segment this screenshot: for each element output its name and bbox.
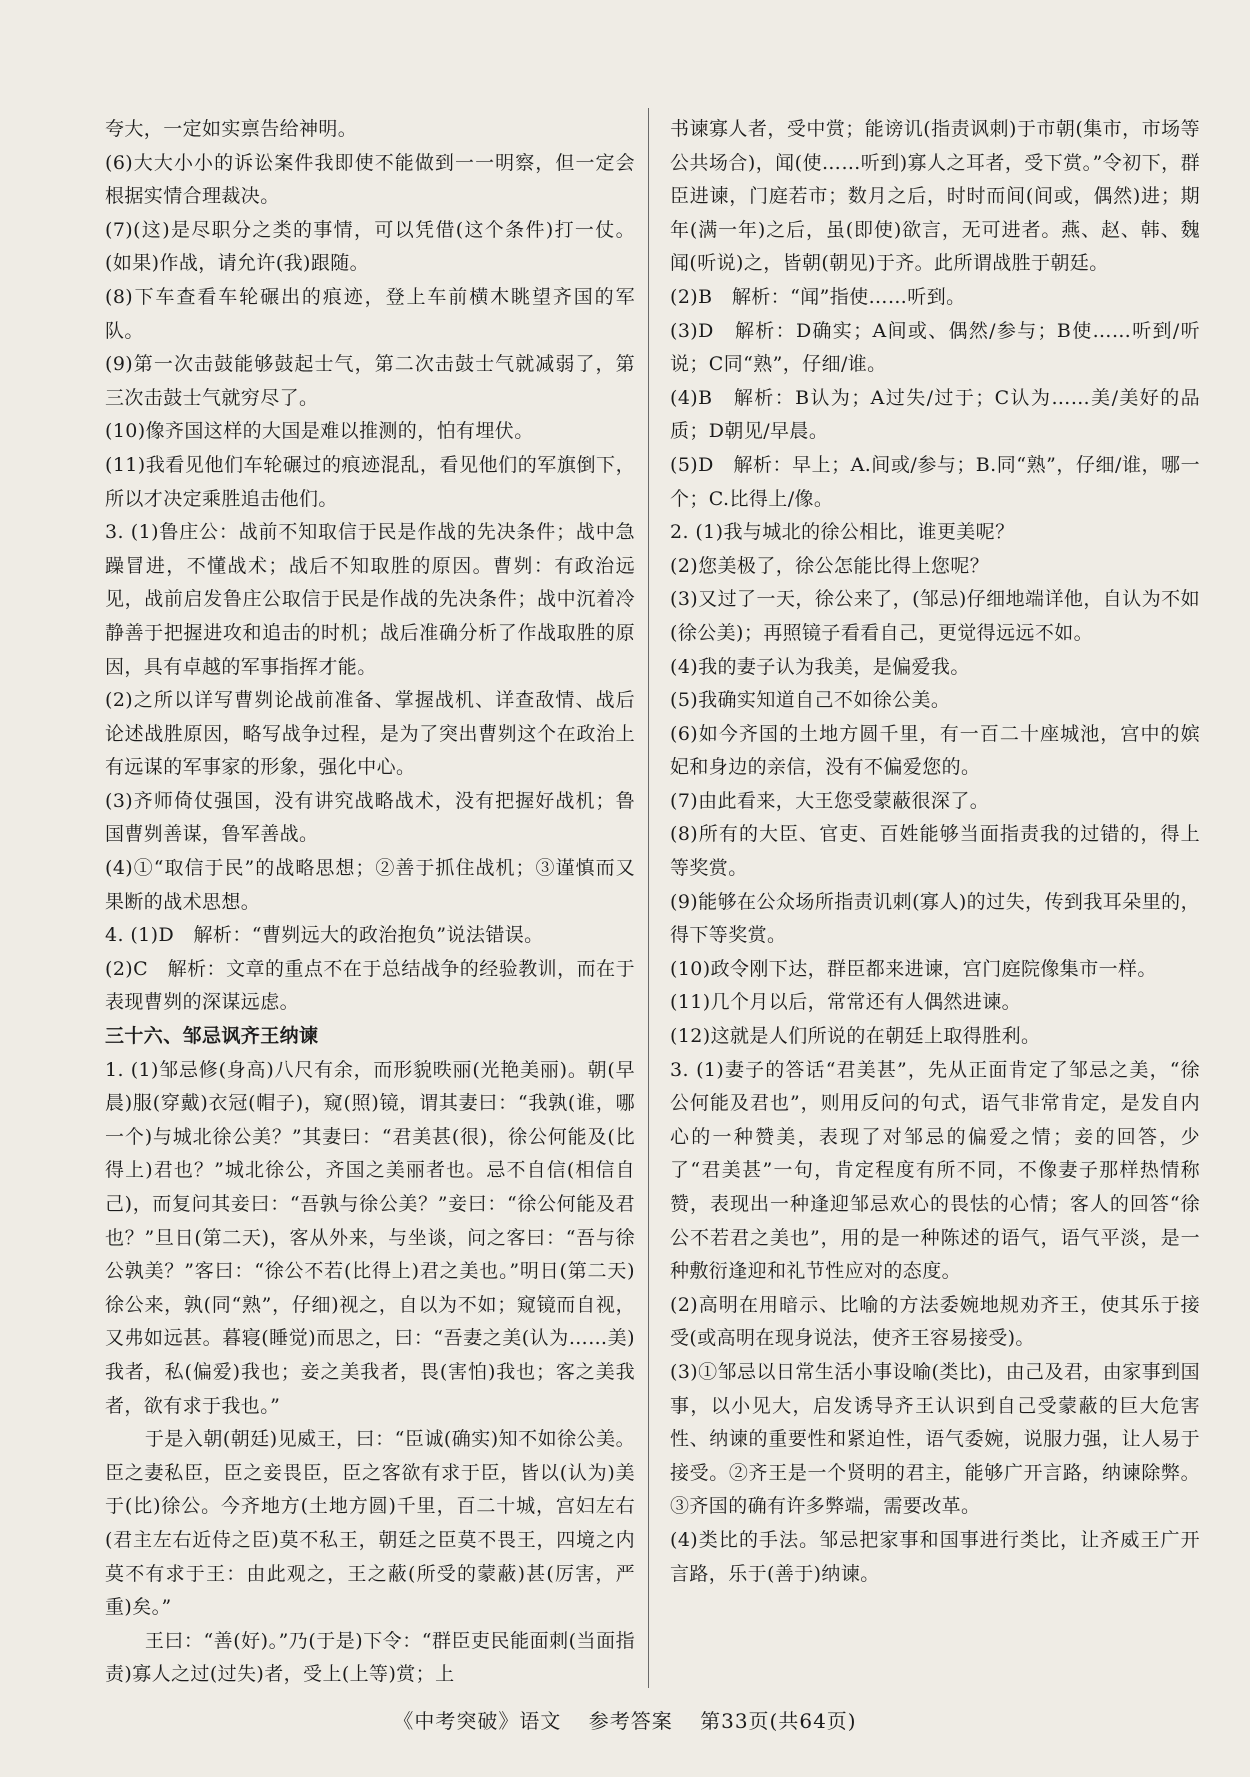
answer-paragraph: (3)D 解析：D确实；A间或、偶然/参与；B使……听到/听说；C同“熟”，仔细/谁。 <box>670 319 1200 376</box>
answer-paragraph: (9)第一次击鼓能够鼓起士气，第二次击鼓士气就减弱了，第三次击鼓士气就穷尽了。 <box>105 353 635 409</box>
answer-paragraph: (9)能够在公众场所指责讥刺(寡人)的过失，传到我耳朵里的，得下等奖赏。 <box>670 890 1200 947</box>
answer-paragraph: (3)①邹忌以日常生活小事设喻(类比)，由己及君，由家事到国事，以小见大，启发诱导齐王认识到自己受蒙蔽的巨大危害性、纳谏的重要性和紧迫性，语气委婉，说服力强，让人易于接受。②齐王是一个贤明的君主，能够广开言路，纳谏除弊。③齐国的确有许多弊端，需要改革。 <box>670 1360 1200 1518</box>
footer-section: 参考答案 <box>588 1709 673 1733</box>
column-divider <box>648 108 649 1688</box>
answer-paragraph: (7)由此看来，大王您受蒙蔽很深了。 <box>670 789 990 812</box>
answer-paragraph: (8)所有的大臣、官吏、百姓能够当面指责我的过错的，得上等奖赏。 <box>670 823 1200 880</box>
answer-paragraph: 3. (1)鲁庄公：战前不知取信于民是作战的先决条件；战中急躁冒进，不懂战术；战后不知取胜的原因。曹刿：有政治远见，战前启发鲁庄公取信于民是作战的先决条件；战中沉着冷静善于把握进攻和追击的时机；战后准确分析了作战取胜的原因，具有卓越的军事指挥才能。 <box>105 521 635 678</box>
answer-paragraph: (11)几个月以后，常常还有人偶然进谏。 <box>670 991 1022 1014</box>
answer-paragraph: (6)大大小小的诉讼案件我即使不能做到一一明察，但一定会根据实情合理裁决。 <box>105 151 635 208</box>
answer-paragraph: (10)像齐国这样的大国是难以推测的，怕有埋伏。 <box>105 420 534 443</box>
answer-paragraph: (4)我的妻子认为我美，是偏爱我。 <box>670 655 970 678</box>
answer-paragraph: (7)(这)是尽职分之类的事情，可以凭借(这个条件)打一仗。(如果)作战，请允许(我)跟随。 <box>105 218 635 275</box>
answer-paragraph: (2)B 解析：“闻”指使……听到。 <box>670 285 966 308</box>
answer-paragraph: (5)D 解析：早上；A.间或/参与；B.同“熟”，仔细/谁，哪一个；C.比得上/像。 <box>670 453 1200 510</box>
answer-paragraph: 2. (1)我与城北的徐公相比，谁更美呢？ <box>670 521 1015 544</box>
footer-book-title: 《中考突破》语文 <box>393 1709 562 1733</box>
answer-paragraph: 书谏寡人者，受中赏；能谤讥(指责讽刺)于市朝(集市，市场等公共场合)，闻(使……听到)寡人之耳者，受下赏。”令初下，群臣进谏，门庭若市；数月之后，时时而间(间或，偶然)进；期年(满一年)之后，虽(即使)欲言，无可进者。燕、赵、韩、魏闻(听说)之，皆朝(朝见)于齐。此所谓战胜于朝廷。 <box>670 118 1200 275</box>
answer-paragraph: (5)我确实知道自己不如徐公美。 <box>670 689 951 712</box>
answer-paragraph: 4. (1)D 解析：“曹刿远大的政治抱负”说法错误。 <box>105 924 544 947</box>
answer-paragraph: (6)如今齐国的土地方圆千里，有一百二十座城池，宫中的嫔妃和身边的亲信，没有不偏爱您的。 <box>670 722 1200 779</box>
answer-paragraph: (12)这就是人们所说的在朝廷上取得胜利。 <box>670 1025 1041 1048</box>
answer-paragraph: 王曰：“善(好)。”乃(于是)下令：“群臣吏民能面刺(当面指责)寡人之过(过失)者，受上(上等)赏；上 <box>105 1629 635 1686</box>
answer-paragraph: 1. (1)邹忌修(身高)八尺有余，而形貌昳丽(光艳美丽)。朝(早晨)服(穿戴)衣冠(帽子)，窥(照)镜，谓其妻曰：“我孰(谁，哪一个)与城北徐公美？”其妻曰：“君美甚(很)，徐公何能及(比得上)君也？”城北徐公，齐国之美丽者也。忌不自信(相信自己)，而复问其妾曰：“吾孰与徐公美？”妾曰：“徐公何能及君也？”旦日(第二天)，客从外来，与坐谈，问之客曰：“吾与徐公孰美？”客曰：“徐公不若(比得上)君之美也。”明日(第二天)徐公来，孰(同“熟”，仔细)视之，自以为不如；窥镜而自视，又弗如远甚。暮寝(睡觉)而思之，曰：“吾妻之美(认为……美)我者，私(偏爱)我也；妾之美我者，畏(害怕)我也；客之美我者，欲有求于我也。” <box>105 1058 635 1417</box>
answer-paragraph: (4)①“取信于民”的战略思想；②善于抓住战机；③谨慎而又果断的战术思想。 <box>105 857 635 913</box>
answer-paragraph: (4)类比的手法。邹忌把家事和国事进行类比，让齐威王广开言路，乐于(善于)纳谏。 <box>670 1528 1200 1585</box>
answer-paragraph: (2)您美极了，徐公怎能比得上您呢？ <box>670 554 990 577</box>
section-heading: 三十六、邹忌讽齐王纳谏 <box>105 1025 319 1048</box>
answer-paragraph: (2)高明在用暗示、比喻的方法委婉地规劝齐王，使其乐于接受(或高明在现身说法，使齐王容易接受)。 <box>670 1293 1200 1350</box>
answer-paragraph: (8)下车查看车轮碾出的痕迹，登上车前横木眺望齐国的军队。 <box>105 285 635 342</box>
answer-paragraph: (2)之所以详写曹刿论战前准备、掌握战机、详查敌情、战后论述战胜原因，略写战争过程，是为了突出曹刿这个在政治上有远谋的军事家的形象，强化中心。 <box>105 689 635 779</box>
answer-paragraph: 3. (1)妻子的答话“君美甚”，先从正面肯定了邹忌之美，“徐公何能及君也”，则用反问的句式，语气非常肯定，是发自内心的一种赞美，表现了对邹忌的偏爱之情；妾的回答，少了“君美甚”一句，肯定程度有所不同，不像妻子那样热情称赞，表现出一种逢迎邹忌欢心的畏怯的心情；客人的回答“徐公不若君之美也”，用的是一种陈述的语气，语气平淡，是一种敷衍逢迎和礼节性应对的态度。 <box>670 1058 1200 1283</box>
answer-paragraph: (2)C 解析：文章的重点不在于总结战争的经验教训，而在于表现曹刿的深谋远虑。 <box>105 957 635 1014</box>
answer-paragraph: (3)齐师倚仗强国，没有讲究战略战术，没有把握好战机；鲁国曹刿善谋，鲁军善战。 <box>105 789 635 846</box>
page-footer <box>0 1705 1250 1734</box>
footer-page-number: 第33页(共64页) <box>700 1709 857 1733</box>
answer-paragraph: (3)又过了一天，徐公来了，(邹忌)仔细地端详他，自认为不如(徐公美)；再照镜子看看自己，更觉得远远不如。 <box>670 588 1200 644</box>
answer-paragraph: 夸大，一定如实禀告给神明。 <box>105 118 358 140</box>
left-column <box>105 113 635 1692</box>
answer-paragraph: 于是入朝(朝廷)见威王，曰：“臣诚(确实)知不如徐公美。臣之妻私臣，臣之妾畏臣，臣之客欲有求于臣，皆以(认为)美于(比)徐公。今齐地方(土地方圆)千里，百二十城，宫妇左右(君主左右近侍之臣)莫不私王，朝廷之臣莫不畏王，四境之内莫不有求于王：由此观之，王之蔽(所受的蒙蔽)甚(厉害，严重)矣。” <box>105 1428 635 1619</box>
answer-paragraph: (11)我看见他们车轮碾过的痕迹混乱，看见他们的军旗倒下，所以才决定乘胜追击他们。 <box>105 453 635 510</box>
answer-paragraph: (4)B 解析：B认为；A过失/过于；C认为……美/美好的品质；D朝见/早晨。 <box>670 386 1200 443</box>
right-column <box>670 113 1200 1591</box>
answer-paragraph: (10)政令刚下达，群臣都来进谏，宫门庭院像集市一样。 <box>670 957 1157 980</box>
